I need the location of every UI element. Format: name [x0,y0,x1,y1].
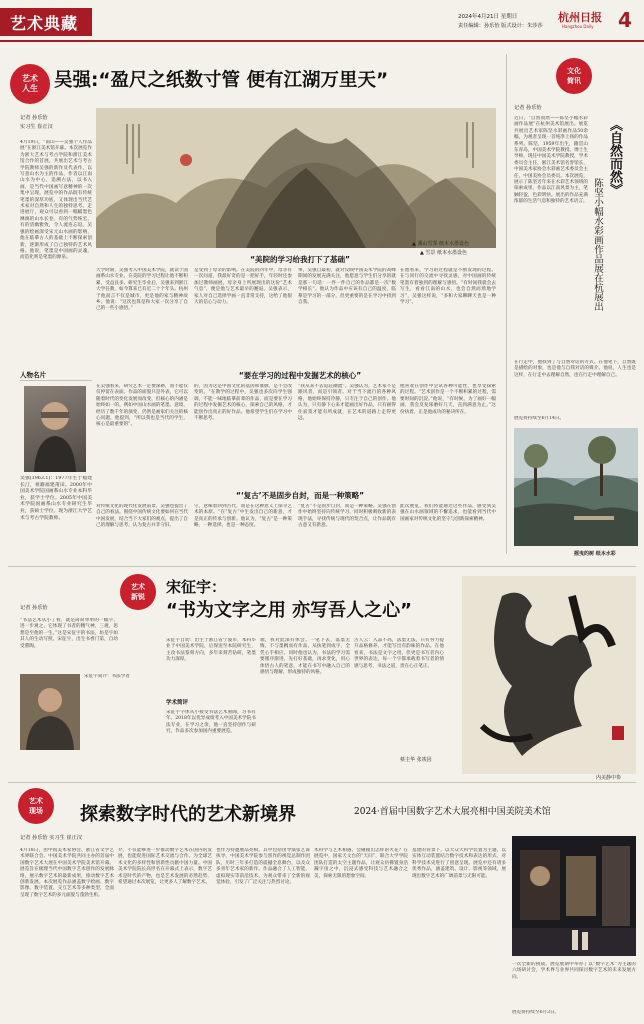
article2-body-5: 古人云：入品不高，落墨无法。只有努力提升品格修养，才能写出有韵味的作品。在他看来，书法是文字之用，但更是书写者内心世界的表达，每一个字都承载着书写者的情感与思考，书法之道，贵在心正笔正。 [354,638,444,669]
calligraphy-caption: 内美静中参 [596,775,622,781]
portrait-photo [24,386,86,472]
article2-byline: 记者 孙乐怡 [20,605,48,611]
article-tag: 艺术 人生 [10,64,50,104]
article-body-col3: 是受到了母亲的影响。在美院的四年中，母亲有一次问道，我最好奇的是一把好手，年轻时还参加过教师画展，母亲身上所展现出的这份“艺术气息”，便是他与艺术最早的邂逅。吴强表示，家人对自己选择学画一直非常支持，这给了他很大的信心与动力。 [194,268,292,306]
article-digital-art [0,784,644,1024]
section-divider-1 [8,566,636,567]
person-bio: 吴强(1963.1)：1977年生于福建长汀，祖籍福建莆田。2000年中国美术学院国画系山水专业本科毕业，获学士学位。2005年中国美术学院国画系山水专业研究生毕业，获硕士学位。现为浙江大学艺术与考古学院教师。 [20,476,92,521]
person-card-title: 人物名片 [20,371,46,379]
paper-logo: 杭州日报 [558,11,602,24]
calligrapher-photo-art [20,674,80,750]
page-number: 4 [618,8,632,32]
article-body-col6: 在吴强看来，研究艺术一定要深耕，而不能仅仅停留在表面。作品的面貌只是外表，它可以随着时代的变化发展而改变，但核心的内涵是始终如一的。例如中国山水画的笔墨、意境，经历了数千年的演变，仍然是画家们关注的核心问题，他提到，“所以我也是当代的学生，核心是最重要的”。 [96,384,188,428]
article2-calligrapher-bio: 宋征宇简介：书法学者 [84,674,130,679]
article-body-col5: 在他看来，学习的过程就是不断发现的过程。在与同行的交流中寻找灵感，对中国画的传统笔墨有着独到的理解与感悟。“有时间我就会去写生，看看江南的山水，也会自然而然地学习”，吴强这样说，“多和大家聊聊天也是一种学习”。 [400,268,496,306]
header-rule [0,40,644,42]
article2-headline: “书为文字之用 亦写吾人之心” [166,600,412,621]
article2-body-3: 宋征宇字体从小接受书法艺术熏陶，习书有年。2018年以优异成绩考入中国美术学院书法专业，在学习之余，他一直坚持创作与研究，作品多次参加国内重要展览。 [166,710,256,735]
subhead-1: “美院的学习给我打下了基础” [250,255,350,264]
article-wu-qiang [0,44,504,564]
article-body-col7: 的，因为这是中国文化的基因和血脉，是不会改变的。“在教学的过程中，吴强也多次向学生强调，不能一味地临摹前辈的作品，而是要在学习的过程中发掘艺术的核心，探索自己的风格，才能创作出真正的好作品。他希望学生们在学习中不断思考。 [194,384,292,422]
article-body-col13: 此次展览，我们将能通过这些作品，感受到吴强在山水画领域的不懈追求，也能看到当代中国画家对传统文化的坚守与创新探索精神。 [400,504,496,522]
article-body-col9: 他喜欢在创作中尝试各种可能性，也享受探索的过程。“艺术创作是一个不断积累的过程，需要时间的沉淀。”他说，“有时候，为了画好一幅画，我会反复琢磨好几天，直到满意为止。”这份执着，正是他成功的秘诀所在。 [400,384,496,415]
painting-caption-1: ▲ 溪山雪霁 纸本水墨设色 [412,241,470,247]
article2-body-1: “书法艺术从小了看，就是简简单单的一幅字，进一步观之，它体现了书者的精气神，三观，思想是至他的一生。”这是宋征宇的书法，坊是宇如其人的生动写照。宋征宇，出生书香门第，自幼受熏陶。 [20,618,118,649]
article-song-zhengyu [0,568,644,782]
article-body-col12: “复古”不是固步自封，而是一种策略。吴强在创作中始终坚持向传统学习，同时积极吸收新的表现手法，寻找传统与现代的契合点，让作品既有古意又有新意。 [298,504,396,529]
article3-end-note: 展览将持续至6月3日。 [512,1010,560,1015]
article-body-col4: 事，吴强自最初，就对反映中国美术学院的高峰期间的发展充满关注，他愿意与学生们分享的就是那一句话：一件一件自己的作品都是一次“数学相长”。他认为作品中应该有自己的温度，临摹是学习的一部分，但更重要的是在学习中找到自我。 [298,268,396,306]
article3-body-3: 也作为特邀展品亮相。其中包括由导演张艺谋执导、中国美术学院参与创作的视觉总制作团队，历时三年多打造的震撼全息舞台，以及众多青年艺术家的新作。作品融合了人工智能、虚拟现实等前沿技术，为观众带来了全新的视觉体验，引发了广泛关注与热烈讨论。 [216,848,310,886]
article2-reviewer: 蔡圭华 张竣因 [400,757,432,763]
article-body-col10: 对传统文化的现代化发展前景，吴强也提出了自己的看法。围绕中国传统文化要如何在当代中国发展，结合当下大家们的观点，提出了自己的理解与思考，认为复古并非守旧。 [96,504,188,529]
sidebar-culture-brief [506,44,644,564]
exhibition-photo [512,836,636,956]
landscape-painting-main [96,108,496,248]
paper-logo-en: Hangzhou Daily [562,24,594,29]
sidebar-divider [506,54,507,554]
sidebar-byline: 记者 孙乐怡 [514,105,542,111]
article-headline: 吴强:“盈尺之纸数寸管 便有江湖万里天” [54,70,389,91]
article3-body-2: 介，不仅能够进一步推动数字艺术在国内的发展，也能促进国际艺术交流与合作。为全球艺术文化的多样性和创新性贡献中国力量。中国美术学院院长高世名在开幕式上表示，数字艺术是时代的产物，也是艺术发展的必然趋势，希望通过本次展览，让更多人了解数字艺术。 [118,848,212,886]
byline-reporter: 记者 孙乐怡 [20,115,48,121]
sidebar-tag: 文化 简讯 [556,58,592,94]
article3-body-1: 4月18日，由中国美术家协会、浙江省文学艺术界联合会、中国美术学院共同主办的首届中国数字艺术大展在中国美术学院美术馆开幕。展览旨在梳理当代中国数字艺术创作的发展脉络，展示数字艺术的最新成果，推动数字艺术创新发展。本次展览作品涵盖数字绘画、数字影像、数字装置、交互艺术等多种类型，全面呈现了数字艺术的多元面貌与蓬勃生机。 [20,848,114,898]
section-title: 艺术典藏 [10,14,79,33]
byline-intern: 实习生 崔正汉 [20,124,53,130]
calligrapher-photo [20,674,80,750]
article-body-col11: 守，意味着回到古代，而是在这种意义上探寻艺术的本原。“在“复古”中生发出自己的新意，才是真正的传承与创新。他认为，“复古”是一种策略，一种选择，也是一种态度。 [194,504,292,529]
subhead-3: “‘复古’不是固步自封，而是一种策略” [235,491,365,500]
article2-body-2: 宋征宇自幼：出生于浙江省宁波市，本科毕业于中国美术学院，后保送至本院研究生，主攻书法篆刻方向，多年来刻苦钻研，笔墨功力深厚。 [166,638,256,663]
landscape-painting-art [96,108,496,248]
article3-body-4: 术科学与艺术相遇，会碰撞出怎样的火花？在展览中，国家天文台的“天问”，联合大学学院团队打造的太空主题作品，让观众仿佛置身浩瀚宇宙之中，沉浸式感受科技与艺术融合之美，探索无限的想象空间。 [314,848,408,879]
page-header [0,0,644,42]
article3-body-5: 基建的背景下，以大众大科学装置为主题，以实体互动装置结合数字技术和表达的形式，对科学技术史进行了创意呈现。展览中还有诸多优秀作品，涵盖建筑、设计、影视等领域，展现出数字艺术的广阔前景与无限可能。 [412,848,506,879]
article2-tag: 艺术 新锐 [120,574,156,610]
article3-body-6: 一次全新的挑战。展览展期中举办了以“数字艺术”为主题的六场研讨会，学术界与业界共同探讨数字艺术的未来发展方向。 [512,962,636,980]
article2-person: 宋征宇： [166,578,227,596]
article3-tag: 艺术 现场 [18,788,54,824]
article3-byline: 记者 孙乐怡 实习生 崔正汉 [20,835,83,841]
article3-subtitle: 2024·首届中国数字艺术大展亮相中国美院美术馆 [354,807,551,817]
section-divider-2 [8,782,636,783]
sidebar-painting [514,428,638,546]
sidebar-subtitle: 陈坚小幅水彩画作品展在杭展出 [592,178,603,311]
article-body-col1: 4月19日，“南山——吴强个人作品展”在浙江美术馆开幕。本次展览作为浙大艺术与考古学院和浙江美术馆合作的首展，共展出艺术与考古学院教师吴强的新作及代表作，以写意山水为主的作品，作者以江南山水为中心，追溯古法，以书入画，是当代中国画写意精神的一次集中呈现。展览中的作品既有传统笔墨的深厚功底，又体现出当代艺术家对自然和人生的独特思考。走进展厅，观众可以看到一幅幅墨色淋漓的山水长卷，有的气势恢宏，有的清幽雅致，令人流连忘返。吴强的绘画深受宋元山水画的影响，他在临摹古人的基础上不断探索创新，逐渐形成了自己独特的艺术风格。他说，笔墨是中国画的灵魂，而造化则是笔墨的源泉。 [20,140,92,261]
painting-caption-2: ▲ 雪景 纸本水墨设色 [420,250,468,256]
person-card [20,370,92,564]
calligraphy-art [462,576,636,774]
calligraphy-artwork [462,576,636,774]
exhibition-photo-art [512,836,636,956]
article2-body-4: 端，我对此深有体会。一笔下去，落墨无悔，不与墨稠而有作品，从执笔到成字，全凭心手相应。同时他也认为，书法的学习需要循序渐进，先打好基础，再求变化，用心体悟古人的笔意，才能在书写中融入自己的感悟与理解，形成独特的风格。 [260,638,350,676]
article2-section-label: 学术简评 [166,700,189,706]
person-card-rule [20,380,92,381]
article-body-col8: “我从来不去追赶潮流”。吴强认为，艺术家不是跟风者，而是引领者。对于当下流行的各种风格，他始终保持冷静，只专注于自己的创作。他认为，只有静下心来才能画出好作品，只有耐得住寂寞才能有所成就，在艺术的道路上走得更远。 [298,384,396,422]
sidebar-body-1: 近日，“自然而然——陈坚小幅水彩画作品展”在杭州美术馆展出。展览共展出艺术家陈坚水彩画作品50余幅，为观者呈现一首纯净上扬的作品系列。陈坚，1959年出生，籍贯山东青岛，中国美术学院教授、博士生导师，现任中国美术学院教授，学术委员会主任，浙江美术馆名誉馆长，中国美术家协会水彩画艺术委员会主任，中国美协会员委员。本次展览，展示了陈坚近年来在水彩艺术领域的探索成果，作品以江南风景为主，笔触轻盈，色彩明快。展出的作品充满浓郁的生活气息和独特的艺术语言。 [514,116,588,205]
article-body-col2: 大学时期，吴强考入中国美术学院，就读于国画系山水专业。在美院的学习过程让他不断积累，受益良多。研究生毕业后，吴强来到浙江大学任教，如今算来已有近二十个年头。杭州于他而言不仅是城市，更是他的家与精神故乡。他说：“这次也算是和大家一次分享了自己的一些小感悟。” [96,268,188,312]
sidebar-painting-art [514,428,638,546]
subhead-2: “要在学习的过程中发掘艺术的核心” [238,371,362,380]
header-date: 2024年4月21日 星期日 [458,14,518,20]
article3-headline: 探索数字时代的艺术新境界 [80,804,296,825]
sidebar-title: 《自然而然》 [607,118,622,196]
portrait-art [24,386,86,472]
header-editors: 责任编辑：孙乐怡 版式设计：朱莎莎 [458,23,543,29]
sidebar-painting-caption: 摇曳的树 纸本水彩 [574,551,616,557]
sidebar-end-note: 展览将持续至6月14日。 [514,416,565,421]
sidebar-body-2: 在行走中，他找到了与自然对话的方式。在他笔下，自然既是描绘的对象，也是他与自我对话的媒介。他说，人生也是这样，在行走中去理解自然，也在行走中理解自己。 [514,360,636,378]
